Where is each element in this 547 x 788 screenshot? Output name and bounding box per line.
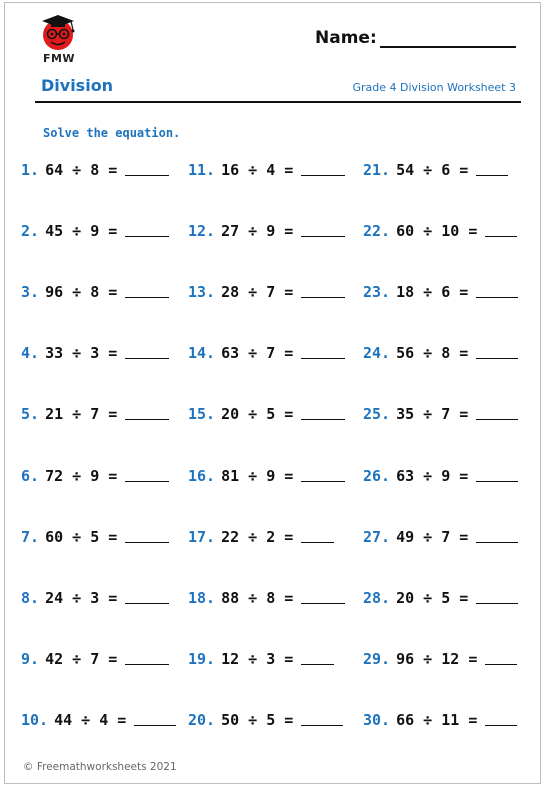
logo-text: FMW	[42, 52, 76, 65]
problem-number: 9.	[21, 649, 40, 668]
problem-number: 23.	[363, 283, 391, 302]
answer-blank[interactable]	[125, 481, 169, 482]
problem-expression: 50 ÷ 5 =	[221, 710, 294, 729]
answer-blank[interactable]	[476, 481, 518, 482]
problem-item	[363, 157, 508, 179]
problem-expression: 28 ÷ 7 =	[221, 283, 294, 302]
answer-blank[interactable]	[125, 358, 169, 359]
problem-number: 12.	[188, 222, 216, 241]
problem-item	[188, 646, 334, 668]
answer-blank[interactable]	[125, 664, 169, 665]
problem-expression: 33 ÷ 3 =	[45, 344, 118, 363]
answer-blank[interactable]	[485, 664, 517, 665]
problem-expression: 44 ÷ 4 =	[54, 710, 127, 729]
header-divider	[35, 101, 521, 103]
answer-blank[interactable]	[301, 481, 345, 482]
problem-item	[188, 585, 345, 607]
problem-number: 8.	[21, 588, 40, 607]
name-label: Name:	[315, 28, 377, 48]
problem-number: 28.	[363, 588, 391, 607]
problem-number: 5.	[21, 405, 40, 424]
answer-blank[interactable]	[125, 603, 169, 604]
answer-blank[interactable]	[125, 175, 169, 176]
worksheet-page	[4, 2, 541, 784]
problem-expression: 27 ÷ 9 =	[221, 222, 294, 241]
answer-blank[interactable]	[301, 542, 334, 543]
problem-number: 29.	[363, 649, 391, 668]
problem-item	[363, 340, 518, 362]
problem-item	[363, 707, 517, 729]
problem-item	[363, 524, 518, 546]
problem-item	[363, 401, 518, 423]
problem-item	[21, 279, 169, 301]
problem-item	[363, 585, 518, 607]
problem-number: 11.	[188, 161, 216, 179]
problem-number: 4.	[21, 344, 40, 363]
answer-blank[interactable]	[125, 236, 169, 237]
problem-item	[21, 157, 169, 179]
problem-expression: 63 ÷ 7 =	[221, 344, 294, 363]
footer-copyright: © Freemathworksheets 2021	[23, 761, 177, 773]
problem-number: 30.	[363, 710, 391, 729]
problem-expression: 60 ÷ 5 =	[45, 527, 118, 546]
problem-number: 26.	[363, 466, 391, 485]
problem-number: 1.	[21, 161, 40, 179]
answer-blank[interactable]	[476, 358, 518, 359]
problem-expression: 72 ÷ 9 =	[45, 466, 118, 485]
problem-item	[21, 646, 169, 668]
answer-blank[interactable]	[476, 297, 518, 298]
problem-expression: 21 ÷ 7 =	[45, 405, 118, 424]
answer-blank[interactable]	[301, 358, 345, 359]
problem-number: 7.	[21, 527, 40, 546]
problem-item	[363, 279, 518, 301]
problem-number: 13.	[188, 283, 216, 302]
answer-blank[interactable]	[476, 542, 518, 543]
instruction-text: Solve the equation.	[43, 126, 181, 140]
answer-blank[interactable]	[485, 725, 517, 726]
problem-expression: 16 ÷ 4 =	[221, 161, 294, 179]
problem-item	[21, 218, 169, 240]
answer-blank[interactable]	[301, 664, 334, 665]
problem-number: 22.	[363, 222, 391, 241]
problem-item	[188, 157, 345, 179]
problem-item	[21, 524, 169, 546]
problem-expression: 24 ÷ 3 =	[45, 588, 118, 607]
problem-item	[21, 707, 176, 729]
problem-item	[188, 524, 334, 546]
worksheet-subtitle: Grade 4 Division Worksheet 3	[352, 81, 516, 94]
problem-number: 24.	[363, 344, 391, 363]
problem-number: 15.	[188, 405, 216, 424]
problem-number: 2.	[21, 222, 40, 241]
answer-blank[interactable]	[476, 419, 518, 420]
answer-blank[interactable]	[301, 236, 345, 237]
problem-expression: 60 ÷ 10 =	[396, 222, 478, 241]
answer-blank[interactable]	[476, 175, 508, 176]
problem-item	[363, 646, 517, 668]
problem-number: 20.	[188, 710, 216, 729]
problem-number: 27.	[363, 527, 391, 546]
answer-blank[interactable]	[134, 725, 176, 726]
answer-blank[interactable]	[485, 236, 517, 237]
problem-expression: 96 ÷ 12 =	[396, 649, 478, 668]
problem-number: 19.	[188, 649, 216, 668]
problem-number: 6.	[21, 466, 40, 485]
answer-blank[interactable]	[301, 725, 343, 726]
problem-item	[363, 463, 518, 485]
answer-blank[interactable]	[301, 419, 345, 420]
problem-number: 17.	[188, 527, 216, 546]
problem-expression: 63 ÷ 9 =	[396, 466, 469, 485]
answer-blank[interactable]	[125, 542, 169, 543]
problem-expression: 96 ÷ 8 =	[45, 283, 118, 302]
problem-expression: 22 ÷ 2 =	[221, 527, 294, 546]
problem-item	[188, 279, 345, 301]
problem-expression: 88 ÷ 8 =	[221, 588, 294, 607]
problem-number: 10.	[21, 710, 49, 729]
answer-blank[interactable]	[125, 419, 169, 420]
problem-item	[188, 218, 345, 240]
problem-number: 16.	[188, 466, 216, 485]
problem-number: 25.	[363, 405, 391, 424]
problem-expression: 12 ÷ 3 =	[221, 649, 294, 668]
problem-expression: 56 ÷ 8 =	[396, 344, 469, 363]
problem-expression: 42 ÷ 7 =	[45, 649, 118, 668]
answer-blank[interactable]	[301, 297, 345, 298]
problem-expression: 45 ÷ 9 =	[45, 222, 118, 241]
problem-expression: 64 ÷ 8 =	[45, 161, 118, 179]
problem-item	[188, 401, 345, 423]
problem-expression: 20 ÷ 5 =	[396, 588, 469, 607]
problem-number: 18.	[188, 588, 216, 607]
problem-item	[21, 340, 169, 362]
problem-expression: 35 ÷ 7 =	[396, 405, 469, 424]
problem-expression: 54 ÷ 6 =	[396, 161, 469, 179]
problem-item	[21, 463, 169, 485]
name-field-line[interactable]	[380, 46, 516, 48]
problem-expression: 49 ÷ 7 =	[396, 527, 469, 546]
problem-item	[188, 340, 345, 362]
problem-item	[188, 707, 343, 729]
answer-blank[interactable]	[476, 603, 518, 604]
problem-number: 21.	[363, 161, 391, 179]
problem-expression: 20 ÷ 5 =	[221, 405, 294, 424]
problem-expression: 18 ÷ 6 =	[396, 283, 469, 302]
problem-expression: 66 ÷ 11 =	[396, 710, 478, 729]
problem-item	[21, 401, 169, 423]
problem-number: 14.	[188, 344, 216, 363]
answer-blank[interactable]	[125, 297, 169, 298]
problem-item	[363, 218, 517, 240]
problem-item	[21, 585, 169, 607]
problem-item	[188, 463, 345, 485]
problem-expression: 81 ÷ 9 =	[221, 466, 294, 485]
answer-blank[interactable]	[301, 603, 345, 604]
answer-blank[interactable]	[301, 175, 345, 176]
problem-number: 3.	[21, 283, 40, 302]
page-title: Division	[41, 76, 114, 95]
